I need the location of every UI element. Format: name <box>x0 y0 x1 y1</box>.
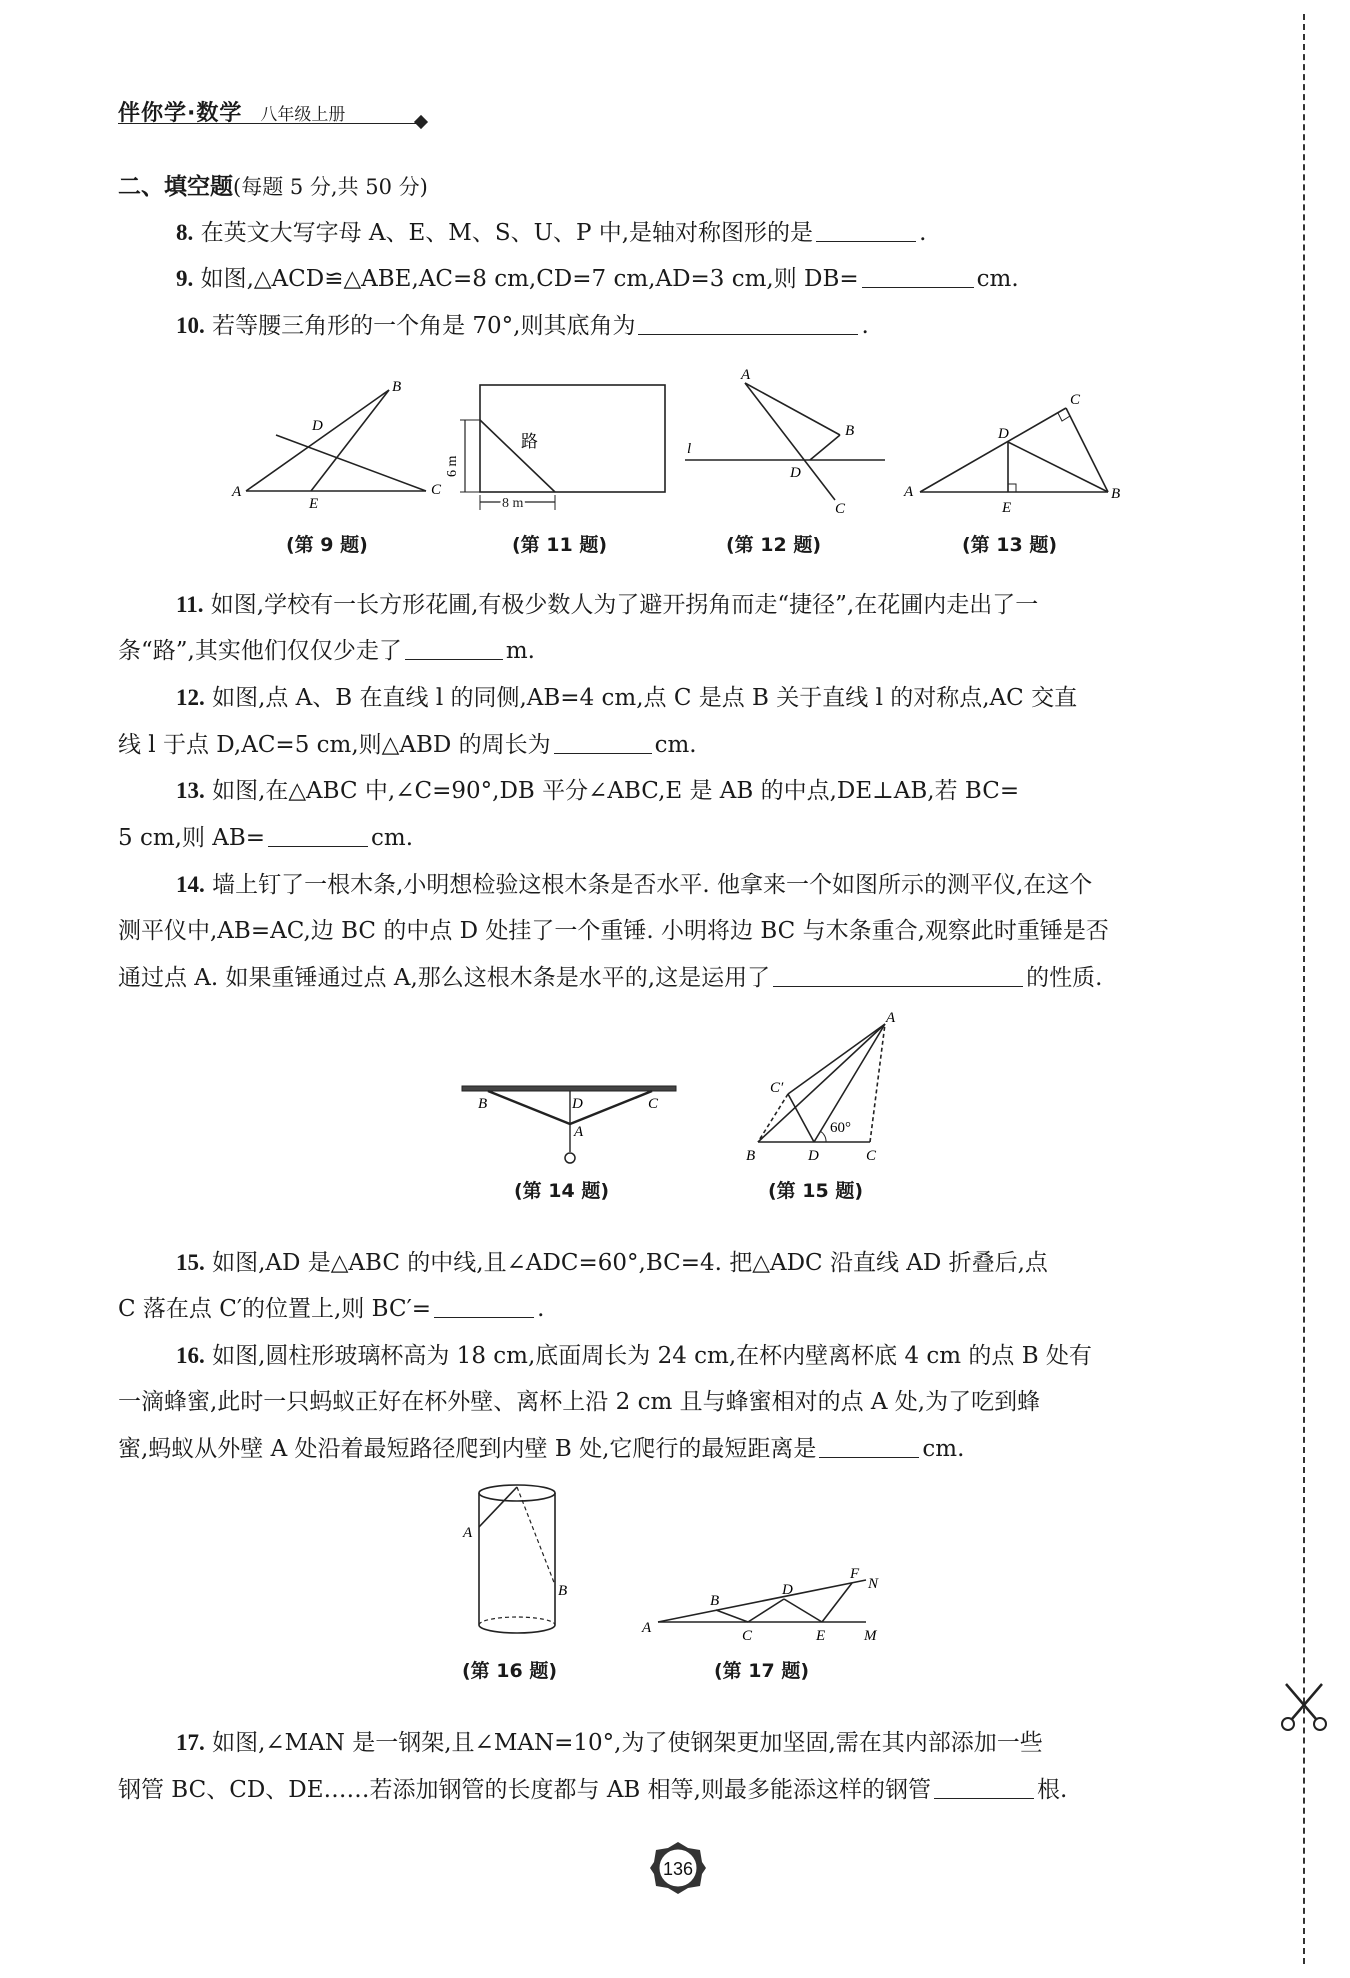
scissors-icon <box>1276 1680 1332 1736</box>
question-8: 8. 在英文大写字母 A、E、M、S、U、P 中,是轴对称图形的是 . <box>176 220 927 246</box>
question-16-cont2: 蜜,蚂蚁从外壁 A 处沿着最短路径爬到内壁 B 处,它爬行的最短距离是 cm. <box>118 1436 965 1462</box>
label-b: B <box>392 379 402 395</box>
label-e: E <box>816 1628 826 1644</box>
figure-16 <box>455 1475 575 1645</box>
label-d: D <box>790 465 801 481</box>
angle-60: 60° <box>830 1120 851 1136</box>
label-c: C <box>835 501 846 517</box>
length-8m: 8 m <box>502 496 524 511</box>
cut-line <box>1303 14 1305 1964</box>
label-c: C <box>866 1148 877 1164</box>
question-11: 11. 如图,学校有一长方形花圃,有极少数人为了避开拐角而走“捷径”,在花圃内走出了一 <box>176 592 1039 618</box>
label-d: D <box>808 1148 819 1164</box>
label-a: A <box>741 367 751 383</box>
label-m: M <box>864 1628 877 1644</box>
label-c: C <box>648 1096 659 1112</box>
question-14: 14. 墙上钉了一根木条,小明想检验这根木条是否水平. 他拿来一个如图所示的测平仪,在这个 <box>176 872 1093 898</box>
book-brand: 伴你学·数学 <box>118 101 243 126</box>
caption-figure-11: (第 11 题) <box>512 534 608 556</box>
book-volume: 八年级上册 <box>260 105 346 125</box>
header-diamond-icon <box>414 115 428 129</box>
caption-figure-16: (第 16 题) <box>462 1660 558 1682</box>
answer-blank-12[interactable] <box>554 733 652 754</box>
caption-figure-12: (第 12 题) <box>726 534 822 556</box>
page-number: 136 <box>662 1859 694 1879</box>
label-b: B <box>710 1593 720 1609</box>
question-17-cont: 钢管 BC、CD、DE……若添加钢管的长度都与 AB 相等,则最多能添这样的钢管 根. <box>118 1777 1068 1803</box>
label-n: N <box>868 1576 879 1592</box>
label-a: A <box>642 1620 652 1636</box>
label-c-prime: C′ <box>770 1080 784 1096</box>
label-d: D <box>998 426 1009 442</box>
caption-figure-13: (第 13 题) <box>962 534 1058 556</box>
question-14-cont2: 通过点 A. 如果重锤通过点 A,那么这根木条是水平的,这是运用了 的性质. <box>118 965 1103 991</box>
answer-blank-16[interactable] <box>819 1437 919 1458</box>
question-10: 10. 若等腰三角形的一个角是 70°,则其底角为 . <box>176 313 869 339</box>
label-d: D <box>312 418 323 434</box>
road-label: 路 <box>521 432 538 452</box>
label-d: D <box>782 1582 793 1598</box>
section-heading: 二、填空题(每题 5 分,共 50 分) <box>118 174 428 200</box>
label-l: l <box>687 441 692 457</box>
label-e: E <box>1002 500 1012 516</box>
running-header <box>118 96 428 126</box>
question-16: 16. 如图,圆柱形玻璃杯高为 18 cm,底面周长为 24 cm,在杯内壁离杯底 4 cm 的点 B 处有 <box>176 1343 1092 1369</box>
answer-blank-8[interactable] <box>816 221 916 242</box>
label-a: A <box>232 484 242 500</box>
label-b: B <box>478 1096 488 1112</box>
answer-blank-17[interactable] <box>934 1778 1034 1799</box>
question-9: 9. 如图,△ACD≌△ABE,AC=8 cm,CD=7 cm,AD=3 cm,则 DB= cm. <box>176 266 1019 292</box>
caption-figure-15: (第 15 题) <box>768 1180 864 1202</box>
label-c: C <box>1070 392 1081 408</box>
answer-blank-10[interactable] <box>638 314 858 335</box>
label-c: C <box>431 482 442 498</box>
question-15-cont: C 落在点 C′的位置上,则 BC′= . <box>118 1296 545 1322</box>
question-14-cont: 测平仪中,AB=AC,边 BC 的中点 D 处挂了一个重锤. 小明将边 BC 与木条重合,观察此时重锤是否 <box>118 918 1109 944</box>
figure-9 <box>226 378 456 512</box>
label-b: B <box>558 1583 568 1599</box>
answer-blank-13[interactable] <box>268 826 368 847</box>
answer-blank-9[interactable] <box>862 267 974 288</box>
figure-11 <box>445 375 680 515</box>
length-6m: 6 m <box>445 455 460 477</box>
label-a: A <box>904 484 914 500</box>
figure-13 <box>898 388 1128 518</box>
label-b: B <box>746 1148 756 1164</box>
label-a: A <box>574 1124 584 1140</box>
caption-figure-9: (第 9 题) <box>286 534 368 556</box>
page-number-badge <box>650 1840 706 1896</box>
caption-figure-14: (第 14 题) <box>514 1180 610 1202</box>
label-b: B <box>845 423 855 439</box>
label-a: A <box>463 1525 473 1541</box>
label-c: C <box>742 1628 753 1644</box>
label-f: F <box>850 1566 860 1582</box>
figure-15 <box>740 1010 900 1170</box>
caption-figure-17: (第 17 题) <box>714 1660 810 1682</box>
figure-17 <box>636 1560 906 1650</box>
label-a: A <box>886 1010 896 1026</box>
header-rule <box>118 123 418 124</box>
question-15: 15. 如图,AD 是△ABC 的中线,且∠ADC=60°,BC=4. 把△ADC 沿直线 AD 折叠后,点 <box>176 1250 1048 1276</box>
question-13: 13. 如图,在△ABC 中,∠C=90°,DB 平分∠ABC,E 是 AB 的中点,DE⊥AB,若 BC= <box>176 778 1020 804</box>
label-b: B <box>1111 486 1121 502</box>
question-12-cont: 线 l 于点 D,AC=5 cm,则△ABD 的周长为 cm. <box>118 732 697 758</box>
answer-blank-11[interactable] <box>405 639 503 660</box>
figure-14 <box>460 1080 680 1175</box>
answer-blank-14[interactable] <box>773 966 1023 987</box>
question-16-cont: 一滴蜂蜜,此时一只蚂蚁正好在杯外壁、离杯上沿 2 cm 且与蜂蜜相对的点 A 处,为了吃到蜂 <box>118 1389 1041 1415</box>
label-e: E <box>309 496 319 512</box>
figure-12 <box>675 365 895 515</box>
answer-blank-15[interactable] <box>434 1297 534 1318</box>
question-13-cont: 5 cm,则 AB= cm. <box>118 825 414 851</box>
question-17: 17. 如图,∠MAN 是一钢架,且∠MAN=10°,为了使钢架更加坚固,需在其内部添加一些 <box>176 1730 1043 1756</box>
question-12: 12. 如图,点 A、B 在直线 l 的同侧,AB=4 cm,点 C 是点 B 关于直线 l 的对称点,AC 交直 <box>176 685 1078 711</box>
label-d: D <box>572 1096 583 1112</box>
question-11-cont: 条“路”,其实他们仅仅少走了 m. <box>118 638 535 664</box>
